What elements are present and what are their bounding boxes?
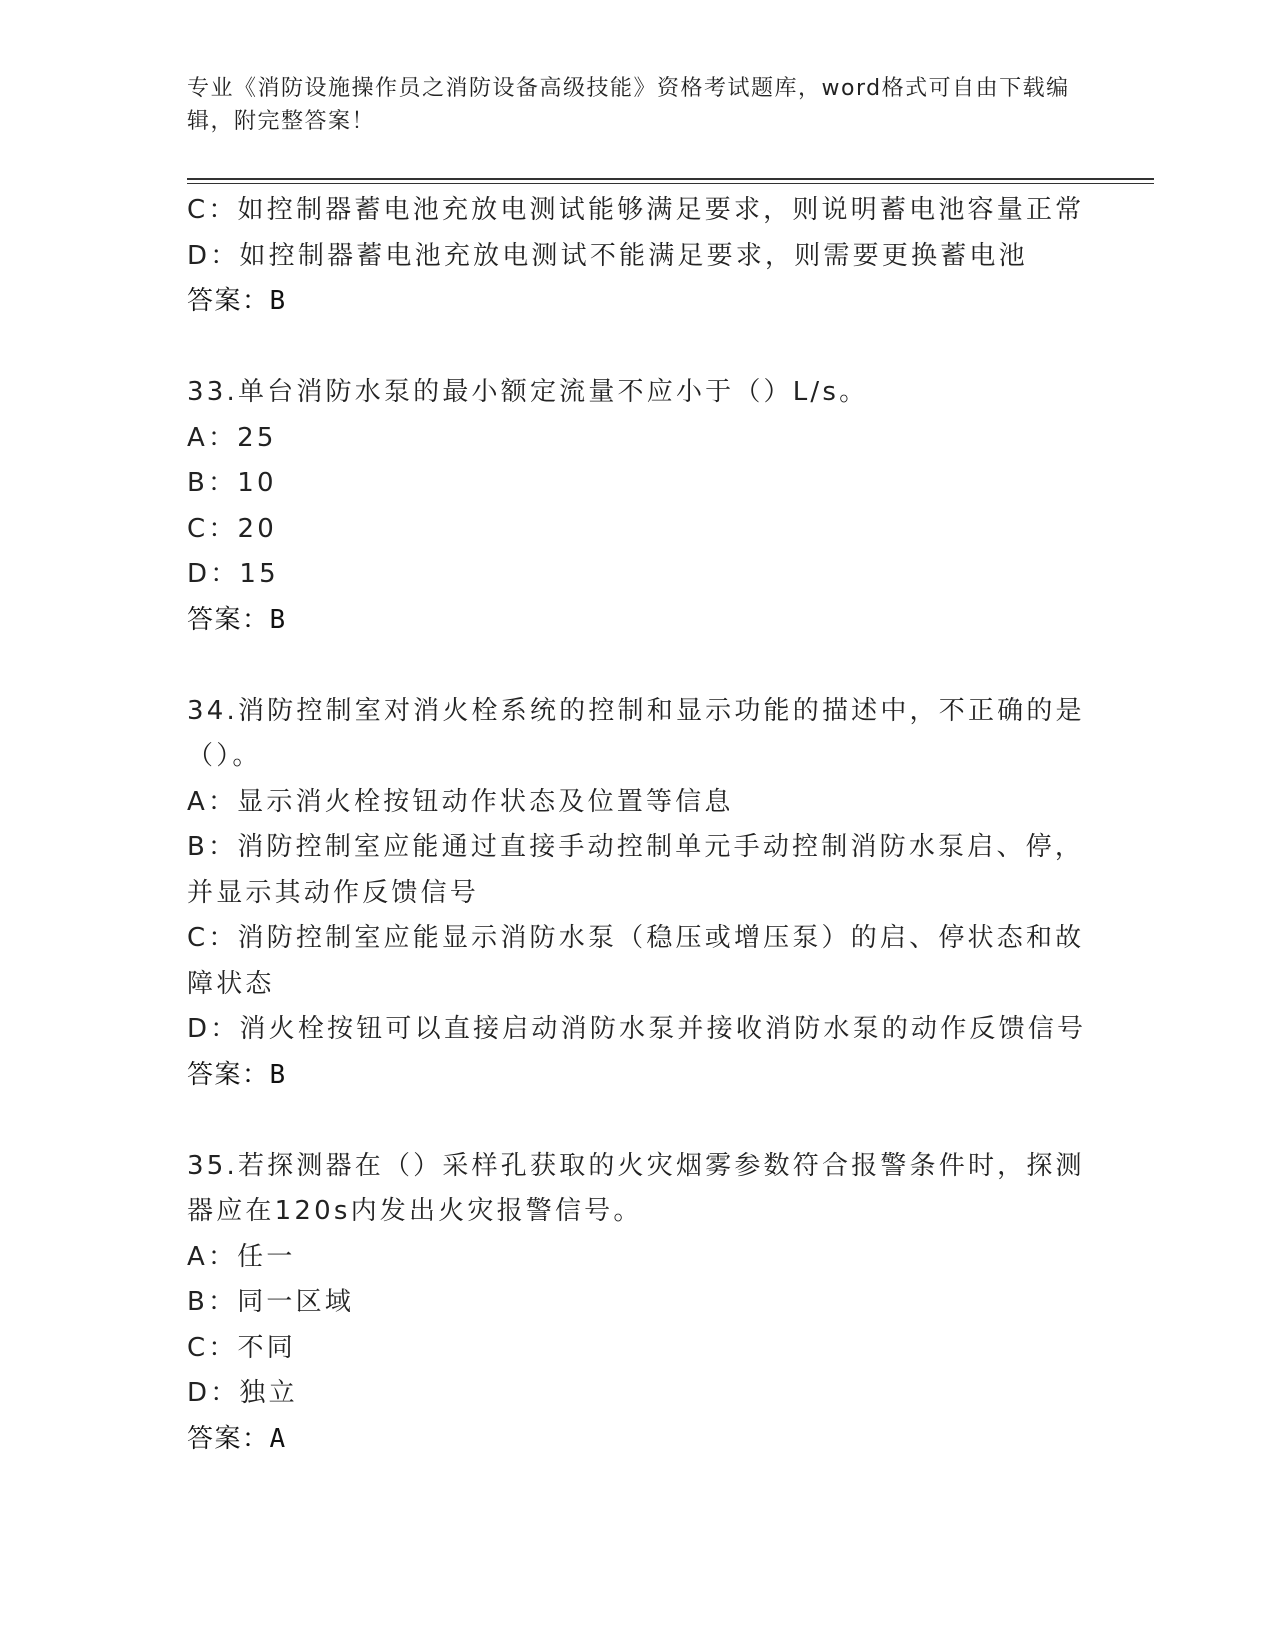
question-stem: 33.单台消防水泵的最小额定流量不应小于（）L/s。 bbox=[187, 377, 869, 407]
answer-value: B bbox=[269, 604, 287, 635]
header-divider-thick bbox=[187, 178, 1154, 180]
answer-line bbox=[187, 279, 1087, 325]
question-34 bbox=[187, 689, 1087, 1099]
option-d: D：15 bbox=[187, 559, 279, 589]
continued-question bbox=[187, 188, 1087, 325]
option-d: D：消火栓按钮可以直接启动消防水泵并接收消防水泵的动作反馈信号 bbox=[187, 1014, 1087, 1044]
question-35 bbox=[187, 1144, 1087, 1463]
option-d: D：如控制器蓄电池充放电测试不能满足要求，则需要更换蓄电池 bbox=[187, 240, 1028, 271]
answer-label: 答案： bbox=[187, 1423, 270, 1454]
option-d: D：独立 bbox=[187, 1378, 298, 1408]
option-c: C：如控制器蓄电池充放电测试能够满足要求，则说明蓄电池容量正常 bbox=[187, 195, 1085, 225]
question-stem: 35.若探测器在（）采样孔获取的火灾烟雾参数符合报警条件时，探测器应在120s内发出火灾报警信号。 bbox=[187, 1150, 1085, 1226]
document-header: 专业《消防设施操作员之消防设备高级技能》资格考试题库，word格式可自由下载编辑，附完整答案！ bbox=[187, 76, 1070, 134]
question-content bbox=[187, 188, 1087, 1462]
option-c: C：消防控制室应能显示消防水泵（稳压或增压泵）的启、停状态和故障状态 bbox=[187, 923, 1085, 999]
spacer bbox=[187, 325, 1087, 371]
option-c: C：20 bbox=[187, 513, 278, 544]
question-stem: 34.消防控制室对消火栓系统的控制和显示功能的描述中，不正确的是（）。 bbox=[187, 695, 1085, 771]
answer-value: B bbox=[269, 1059, 287, 1090]
option-b: B：同一区域 bbox=[187, 1287, 355, 1317]
option-b: B：10 bbox=[187, 468, 277, 498]
question-33 bbox=[187, 370, 1087, 643]
answer-label: 答案： bbox=[187, 286, 270, 316]
answer-value: A bbox=[269, 1423, 287, 1454]
answer-label: 答案： bbox=[187, 1059, 270, 1090]
answer-line bbox=[187, 1053, 1087, 1099]
option-c: C：不同 bbox=[187, 1332, 296, 1363]
option-a: A：任一 bbox=[187, 1241, 296, 1272]
answer-label: 答案： bbox=[187, 604, 270, 635]
answer-line bbox=[187, 598, 1087, 644]
header-divider-thin bbox=[187, 183, 1154, 184]
spacer bbox=[187, 643, 1087, 689]
spacer bbox=[187, 1098, 1087, 1144]
option-a: A：25 bbox=[187, 422, 277, 453]
option-b: B：消防控制室应能通过直接手动控制单元手动控制消防水泵启、停，并显示其动作反馈信号 bbox=[187, 832, 1085, 908]
answer-line bbox=[187, 1417, 1087, 1463]
answer-value: B bbox=[269, 286, 287, 316]
option-a: A：显示消火栓按钮动作状态及位置等信息 bbox=[187, 786, 734, 817]
